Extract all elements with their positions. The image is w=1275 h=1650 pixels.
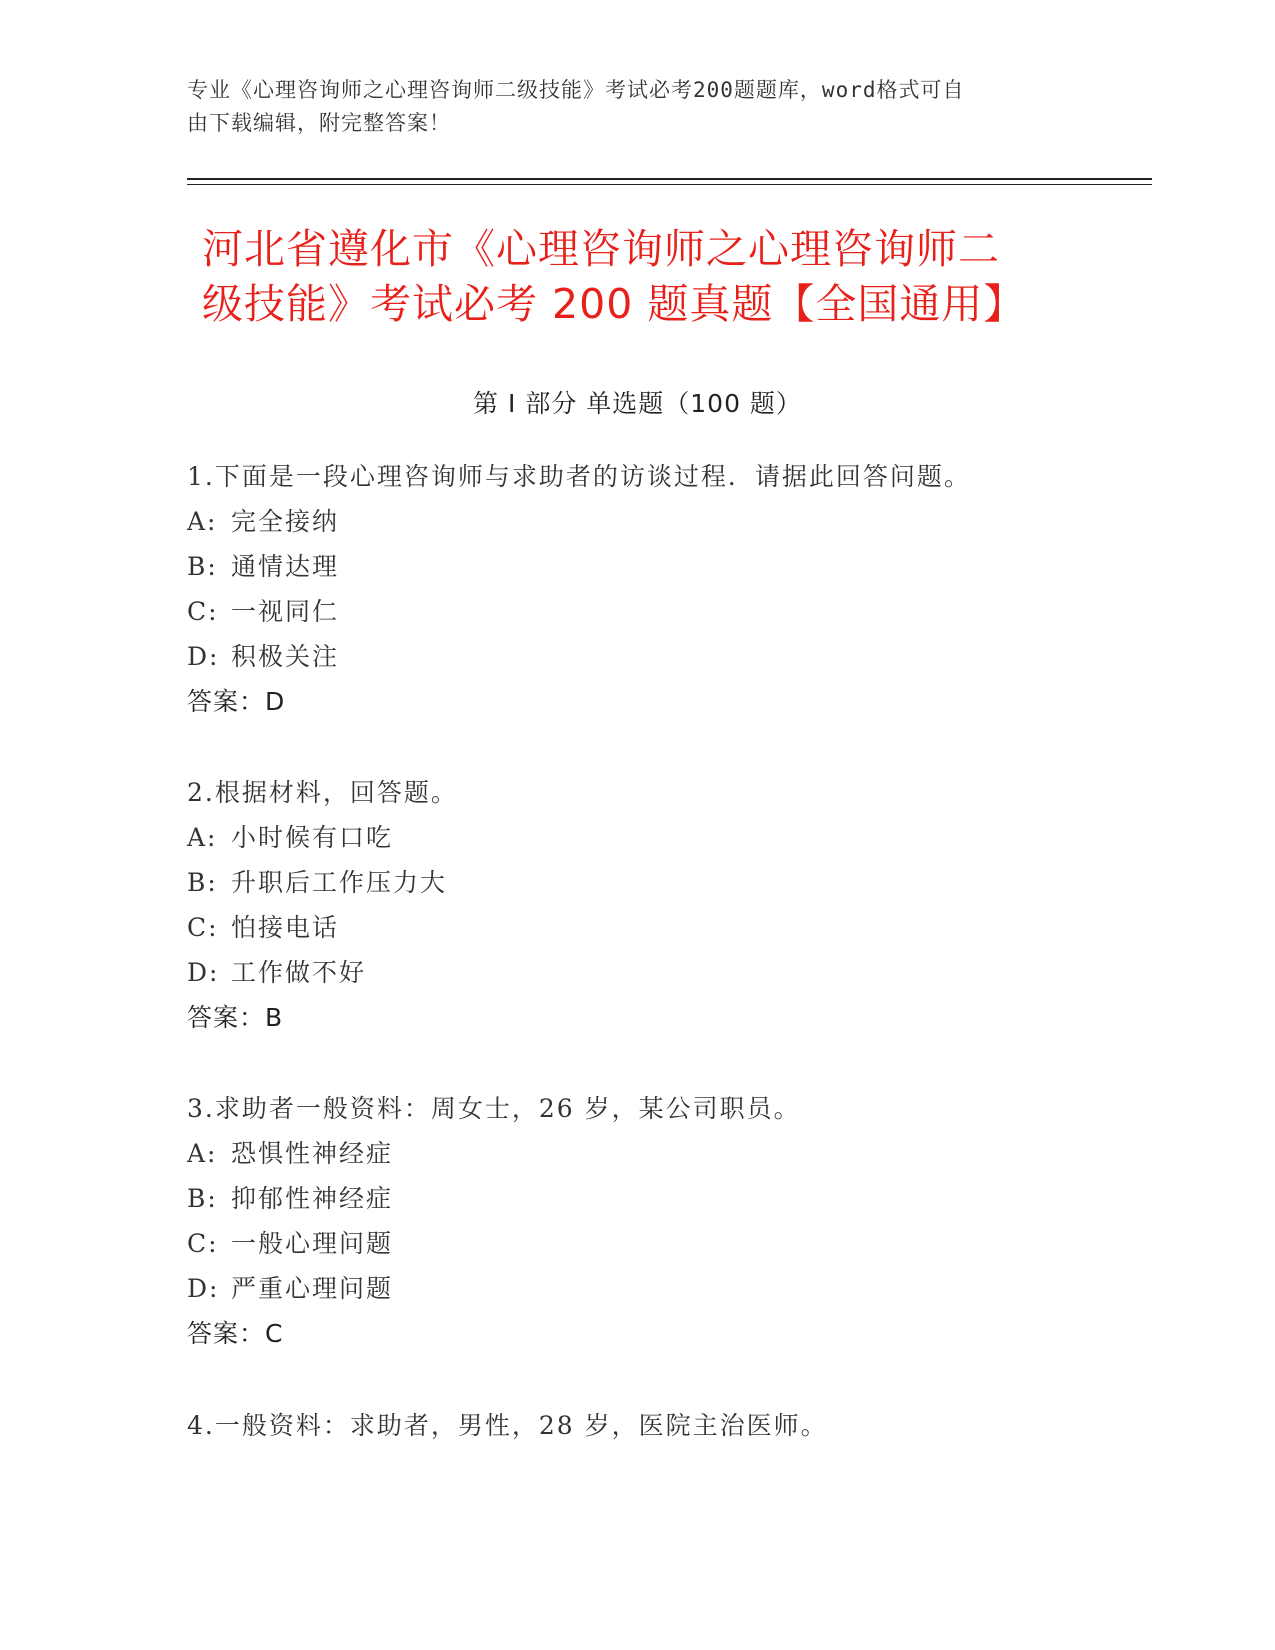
option-text: 一视同仁: [231, 597, 340, 626]
option-text: 升职后工作压力大: [231, 868, 448, 897]
option-text: 积极关注: [231, 642, 340, 671]
option-letter: B:: [187, 552, 218, 581]
option-letter: C:: [187, 913, 219, 942]
option-text: 恐惧性神经症: [231, 1139, 394, 1168]
question-stem: 3.求助者一般资料：周女士，26 岁，某公司职员。: [187, 1094, 801, 1123]
option-text: 工作做不好: [231, 958, 367, 987]
answer-label: 答案：B: [187, 1003, 284, 1032]
option-a: [187, 815, 1147, 860]
option-letter: B:: [187, 868, 218, 897]
option-text: 完全接纳: [231, 507, 340, 536]
question-stem: 2.根据材料，回答题。: [187, 778, 458, 807]
question-3: [187, 1086, 1147, 1356]
option-c: [187, 589, 1147, 634]
question-stem: 1.下面是一段心理咨询师与求助者的访谈过程．请据此回答问题。: [187, 462, 971, 491]
question-1: [187, 454, 1147, 724]
option-letter: D:: [187, 642, 220, 671]
title-line-2: 级技能》考试必考 200 题真题【全国通用】: [202, 280, 1026, 328]
option-b: [187, 1176, 1147, 1221]
option-letter: D:: [187, 958, 220, 987]
option-d: [187, 634, 1147, 679]
question-stem: 4.一般资料：求助者，男性，28 岁，医院主治医师。: [187, 1411, 828, 1440]
option-text: 小时候有口吃: [231, 823, 394, 852]
title-line-1: 河北省遵化市《心理咨询师之心理咨询师二: [202, 225, 1000, 273]
option-letter: A:: [187, 507, 218, 536]
option-letter: C:: [187, 1229, 219, 1258]
option-c: [187, 1221, 1147, 1266]
answer-label: 答案：D: [187, 687, 286, 716]
option-text: 怕接电话: [231, 913, 340, 942]
option-letter: A:: [187, 1139, 218, 1168]
document-title: [202, 222, 1082, 332]
option-letter: A:: [187, 823, 218, 852]
option-d: [187, 1266, 1147, 1311]
option-letter: C:: [187, 597, 219, 626]
option-a: [187, 1131, 1147, 1176]
question-4: [187, 1403, 1147, 1448]
answer-label: 答案：C: [187, 1319, 284, 1348]
header-rule-thick: [187, 178, 1152, 180]
question-2: [187, 770, 1147, 1040]
intro-line-1: 专业《心理咨询师之心理咨询师二级技能》考试必考200题题库，word格式可自: [187, 78, 965, 102]
option-c: [187, 905, 1147, 950]
intro-line-2: 由下载编辑，附完整答案！: [187, 111, 451, 135]
option-text: 抑郁性神经症: [231, 1184, 394, 1213]
option-b: [187, 544, 1147, 589]
option-letter: D:: [187, 1274, 220, 1303]
option-a: [187, 499, 1147, 544]
option-text: 一般心理问题: [231, 1229, 394, 1258]
intro-paragraph: [187, 74, 1067, 140]
option-b: [187, 860, 1147, 905]
option-text: 严重心理问题: [231, 1274, 394, 1303]
option-letter: B:: [187, 1184, 218, 1213]
section-heading: 第 I 部分 单选题（100 题）: [473, 389, 802, 418]
option-text: 通情达理: [231, 552, 340, 581]
option-d: [187, 950, 1147, 995]
header-rule-thin: [187, 184, 1152, 185]
